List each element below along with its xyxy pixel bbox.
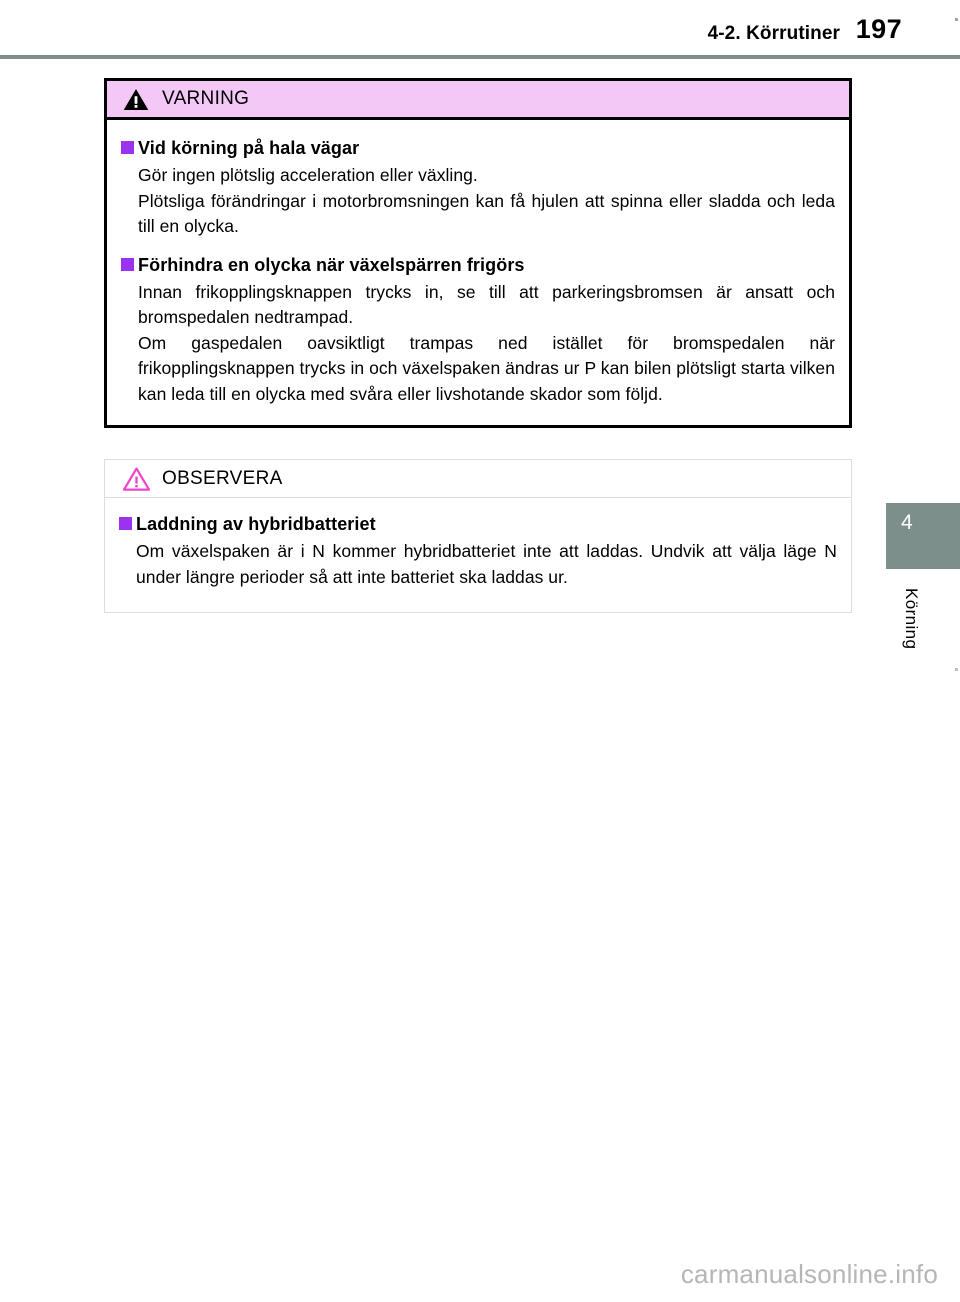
- purple-square-bullet-icon: [121, 258, 134, 271]
- chapter-tab-block: [886, 503, 960, 569]
- warning-section-heading-1: Vid körning på hala vägar: [121, 136, 835, 161]
- notice-callout-title: OBSERVERA: [162, 467, 283, 489]
- page-number: 197: [855, 14, 902, 44]
- site-watermark: carmanualsonline.info: [680, 1259, 938, 1289]
- header-chapter-title: 4-2. Körrutiner: [707, 23, 840, 44]
- warning-callout-title: VARNING: [162, 88, 250, 109]
- notice-section-heading-1: Laddning av hybridbatteriet: [119, 512, 837, 537]
- purple-square-bullet-icon: [121, 141, 134, 154]
- warning-section-heading-2: Förhindra en olycka när växelspärren frigörs: [121, 253, 835, 278]
- warning-triangle-filled-icon: [123, 88, 149, 111]
- notice-paragraph: Om växelspaken är i N kommer hybridbatteriet inte att laddas. Undvik att välja läge N under längre perioder så att inte batteriet ska laddas ur.: [136, 541, 837, 587]
- purple-square-bullet-icon: [119, 517, 132, 530]
- warning-callout-header: [107, 81, 849, 120]
- chapter-tab-label: Körning: [902, 588, 921, 650]
- chapter-tab-number: 4: [901, 511, 913, 534]
- warning-callout-box: [104, 78, 852, 428]
- warning-triangle-outline-icon: [123, 467, 150, 491]
- notice-callout-box: [104, 459, 852, 613]
- notice-callout-body: [105, 498, 851, 612]
- warning-paragraph: Gör ingen plötslig acceleration eller växling.: [138, 165, 478, 185]
- warning-callout-body: [107, 120, 849, 425]
- page-header: [0, 0, 960, 58]
- corner-crop-mark: [955, 18, 958, 21]
- side-crop-mark: [955, 668, 958, 671]
- warning-paragraph: Plötsliga förändringar i motorbromsningen kan få hjulen att spinna eller sladda och leda till en olycka.: [138, 190, 835, 236]
- header-divider-rule: [0, 55, 960, 59]
- section-spacer: [121, 240, 835, 253]
- warning-paragraph: Innan frikopplingsknappen trycks in, se till att parkeringsbromsen är ansatt och bromspedalen nedtrampad.: [138, 281, 835, 327]
- notice-callout-header: [105, 460, 851, 498]
- warning-paragraph: Om gaspedalen oavsiktligt trampas ned istället för bromspedalen när frikopplingsknappen trycks in och växelspaken ändras ur P kan bilen plötsligt starta vilken kan leda till en olycka med svåra eller livshotande skador som följd.: [138, 332, 835, 404]
